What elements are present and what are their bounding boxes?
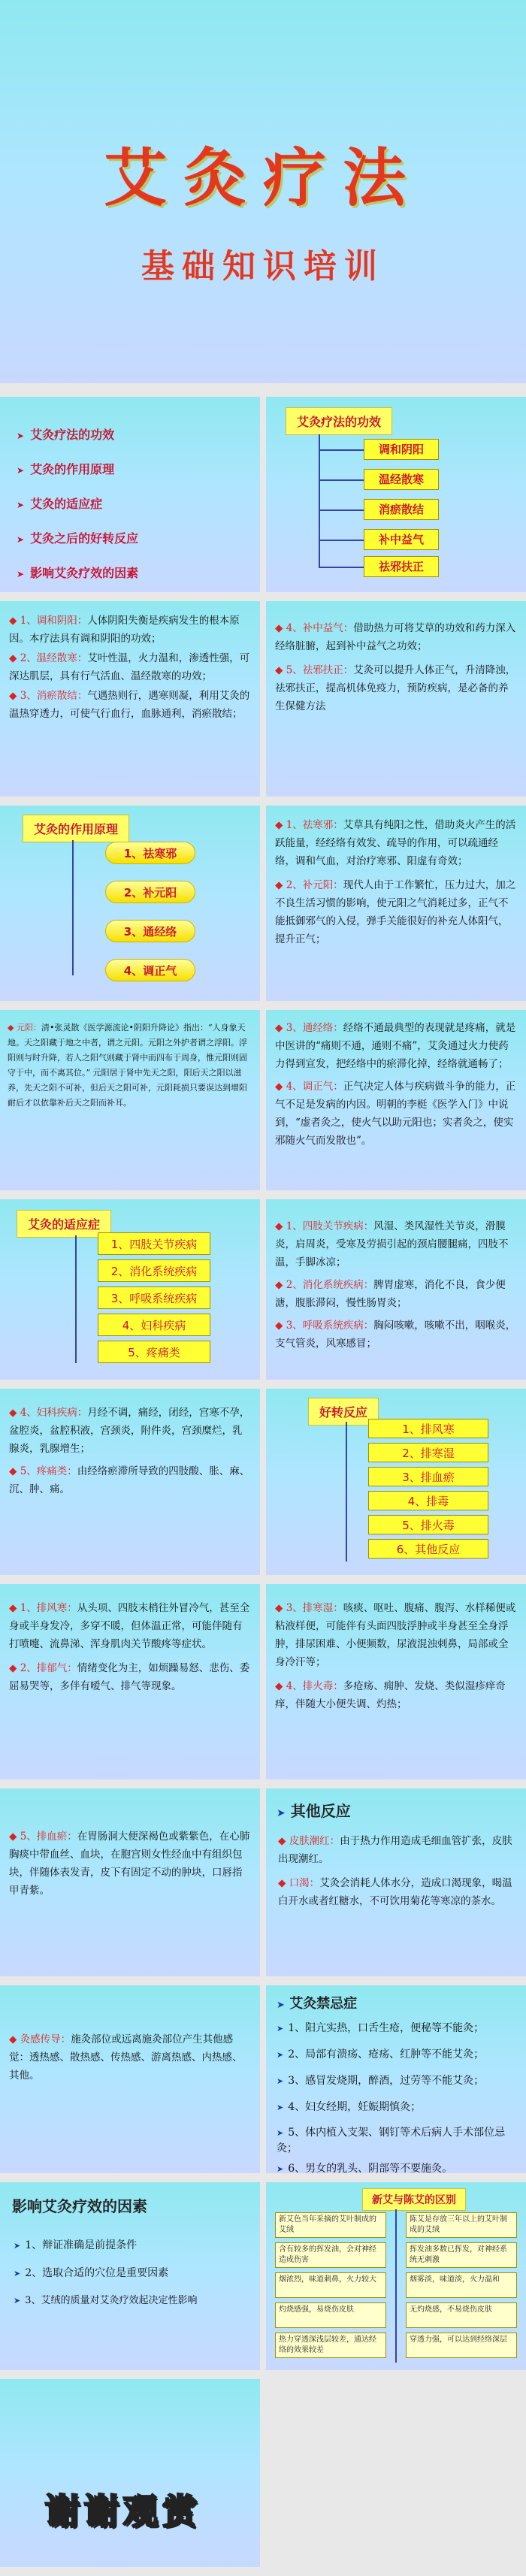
list-item: ➤ 6、男女的乳头、阴部等不要施灸。 (277, 2163, 453, 2173)
thanks-slide (0, 2379, 260, 2567)
effect-paragraph: ◆ 4、补中益气：借助热力可将艾草的功效和药力深入经络脏腑，起到补中益气之功效； (275, 622, 516, 652)
arrow-icon: ➤ (17, 534, 25, 545)
reactions2-text-left (0, 1788, 260, 1976)
arrow-icon: ➤ (17, 500, 25, 510)
comparison-cell-old: 含有较多的挥发油，会对神经造成伤害 (275, 2242, 386, 2268)
list-item: ➤ 5、体内植入支架、钢钉等术后病人手术部位忌灸； (277, 2127, 506, 2154)
factors-slide (0, 2182, 260, 2370)
comparison-cell-aged: 穿透力强，可以达到经络深层 (406, 2333, 517, 2358)
outline-list (17, 418, 138, 591)
sensation-paragraph: ◆ 灸感传导：施灸部位或远离施灸部位产生其他感觉：透热感、散热感、传热感、游离热感、内热感、其他。 (9, 2033, 243, 2082)
list-item: ➤ 1、阳亢实热，口舌生疮，便秘等不能灸； (277, 2022, 485, 2034)
list-item: ➤ 艾灸的作用原理 (17, 462, 115, 476)
effect-box: 补中益气 (364, 529, 439, 550)
principle-diagram-slide (0, 806, 260, 1001)
yuanyang-paragraph: ◆ 元阳：清•张灵散《医学源流论•阴阳升降论》指出：“人身象天地。天之阳藏于地之中者，谓之元阳。元阳之外护者谓之浮阳。浮阳则与时升降，若人之阳气则藏于肾中而四布于周身，惟元阳则固守于中，而不离其位。” 元阳居于肾中先天之阳，阳后天之阳以滋养，先天之阳不可补，但后天之阳可补，元阳耗损只要误达到增阳耐后才以依靠补后天之阳而补耳。 (8, 1023, 247, 1108)
factors-list (14, 2232, 254, 2314)
effect-paragraph: ◆ 3、消瘀散结：气遇热则行，遇寒则凝，利用艾灸的温热穿透力，可使气行血行，血脉通利，消瘀散结； (9, 690, 250, 720)
factors-title: 影响艾灸疗效的因素 (12, 2197, 147, 2215)
reactions-diagram-slide (266, 1389, 526, 1575)
comparison-slide (266, 2182, 526, 2370)
effect-box: 温经散寒 (364, 469, 439, 490)
arrow-icon: ➤ (17, 431, 25, 441)
comparison-cell-old: 烟浓烈，味道刺鼻，火力较大 (275, 2272, 386, 2298)
arrow-icon: ➤ (17, 465, 25, 476)
list-item: ➤ 3、艾绒的质量对艾灸疗效起决定性影响 (14, 2295, 198, 2306)
effect-box: 消瘀散结 (364, 499, 439, 520)
reaction-box: 2、排寒湿 (368, 1443, 488, 1462)
effect-paragraph: ◆ 1、调和阴阳：人体阴阳失衡是疾病发生的根本原因。本疗法具有调和阴阳的功效； (9, 615, 240, 645)
indication-box: 3、呼吸系统疾病 (98, 1286, 210, 1309)
effect-box: 祛邪扶正 (364, 556, 439, 577)
effect-paragraph: ◆ 5、祛邪扶正：艾灸可以提升人体正气，升清降浊，祛邪扶正，提高机体免疫力，预防疾病，是必备的养生保健方法 (275, 664, 516, 712)
principle-pill: 3、通经络 (105, 920, 195, 942)
principle-header: 艾灸的作用原理 (23, 815, 129, 842)
principle-pill: 4、调正气 (105, 959, 195, 981)
indications-diagram-slide (0, 1199, 260, 1380)
other-reactions-title: ➤ 其他反应 (277, 1802, 351, 1820)
comparison-cell-aged: 挥发油多数已挥发，对神经系统无刺激 (406, 2242, 517, 2268)
thanks-text: 谢谢观赏 (45, 2491, 201, 2532)
list-item: ➤ 3、感冒发烧期，醉酒，过劳等不能艾灸； (277, 2075, 485, 2087)
reaction-box: 3、排血瘀 (368, 1467, 488, 1486)
contraindications-title: ➤ 艾灸禁忌症 (277, 1996, 358, 2012)
moxa-sensation-slide (0, 1985, 260, 2173)
reaction-box: 4、排毒 (368, 1491, 488, 1510)
yuanyang-slide (0, 1010, 260, 1190)
outline-slide (0, 397, 260, 592)
list-item: ➤ 艾灸疗法的功效 (17, 428, 115, 442)
arrow-icon: ➤ (17, 569, 25, 579)
reaction-box: 6、其他反应 (368, 1539, 488, 1559)
indications-header: 艾灸的适应症 (17, 1210, 111, 1238)
principle-paragraph: ◆ 1、祛寒邪：艾草具有纯阳之性，借助炎火产生的活跃能量，经经络有效发、疏导的作用，可以疏通经络，调和气血，对治疗寒邪、阳虚有奇效； (275, 819, 516, 867)
comparison-cell-old: 热力穿透深浅层较差，通达经络的效果较差 (275, 2333, 386, 2358)
comparison-cell-aged: 陈艾是存放三年以上的艾叶制成的艾绒 (406, 2212, 517, 2238)
comparison-title: 新艾与陈艾的区别 (362, 2188, 466, 2211)
indications-text-right (266, 1199, 526, 1380)
reaction-paragraph: ◆ 2、排郁气：情绪变化为主，如烦躁易怒、悲伤、委屈易哭等，多伴有嗳气、排气等现象。 (9, 1662, 250, 1692)
reaction-paragraph: ◆ 4、排火毒：多疮疡、痈肿、发烧、类似湿疹痒奇痒，伴随大小便失调、灼热； (275, 1680, 506, 1710)
list-item: ➤ 艾灸的适应症 (17, 497, 103, 511)
reaction-paragraph: ◆ 3、排寒湿：咳痰、呕吐、腹痛、腹泻、水样稀便或粘液样便，可能伴有头面四肢浮肿或半身甚至全身浮肿，排尿困难、小便频数，尿液混浊刺鼻，局部或全身冷汗等； (275, 1602, 516, 1668)
reactions-text-left (0, 1584, 260, 1779)
reaction-paragraph: ◆ 皮肤潮红：由于热力作用造成毛细血管扩张，皮肤出现潮红。 (278, 1835, 512, 1865)
principle-paragraph: ◆ 2、补元阳：现代人由于工作繁忙，压力过大，加之不良生活习惯的影响，使元阳之气消耗过多，正气不能抵御邪气的入侵，弹手关能很好的补充人体阳气，提升正气； (275, 879, 516, 945)
sub-title: 基础知识培训 (141, 247, 385, 286)
reactions-header: 好转反应 (308, 1398, 379, 1426)
reaction-box: 5、排火毒 (368, 1515, 488, 1534)
reaction-paragraph: ◆ 5、排血瘀：在胃肠洞大便深褐色或紫紫色，在心肺胸痰中带血丝、血块，在胞宫则女性经血中有组织包块，伴随体表发青，皮下有固定不动的肿块，口唇指甲青紫。 (9, 1831, 250, 1897)
comparison-cell-old: 新艾色当年采摘的艾叶制成的艾绒 (275, 2212, 386, 2238)
principle2-text-right (266, 1010, 526, 1190)
reaction-paragraph: ◆ 口渴：艾灸会消耗人体水分，造成口渴现象，喝温白开水或者红糖水，不可饮用菊花等寒凉的茶水。 (278, 1877, 512, 1907)
title-slide (0, 0, 526, 383)
indication-paragraph: ◆ 3、呼吸系统疾病：胸闷咳嗽，咳嗽不出，咽喉炎，支气管炎，风寒感冒； (275, 1320, 516, 1350)
effects-diagram-slide (266, 397, 526, 592)
indication-paragraph: ◆ 1、四肢关节疾病：风湿、类风湿性关节炎，滑膜炎，肩周炎，受寒及劳损引起的颈肩腰腿痛，四肢不温，手脚冰凉； (275, 1220, 509, 1268)
effect-box: 调和阴阳 (364, 439, 439, 460)
principle-paragraph: ◆ 4、调正气：正气决定人体与疾病做斗争的能力，正气不足是发病的内因。明朝的李梃《医学入门》中说到，“虚者灸之，使火气以助元阳也；实者灸之，使实邪随火气而发散也”。 (275, 1081, 516, 1147)
principle-paragraph: ◆ 3、通经络：经络不通最典型的表现就是疼痛，就是中医讲的“痛则不通，通则不痛”，艾灸通过火力使药力得到宣发，把经络中的瘀滞化掉，经络就通畅了； (275, 1022, 516, 1070)
indications2-text-left (0, 1389, 260, 1575)
reactions-text-right (266, 1584, 526, 1779)
indication-paragraph: ◆ 5、疼痛类：由经络瘀滞所导致的四肢酸、胀、麻、沉、肿、痛。 (9, 1465, 250, 1495)
indication-paragraph: ◆ 4、妇科疾病：月经不调，痛经，闭经，宫寒不孕，盆腔炎，盆腔积液，宫颈炎，附件炎，宫颈糜烂，乳腺炎，乳腺增生； (9, 1407, 250, 1455)
indication-paragraph: ◆ 2、消化系统疾病：脾胃虚寒，消化不良，食少便溏，腹胀滞闷，慢性肠胃炎； (275, 1279, 506, 1309)
effects-header: 艾灸疗法的功效 (286, 407, 392, 435)
list-item: ➤ 影响艾灸疗效的因素 (17, 566, 139, 580)
principle-text-right (266, 806, 526, 1001)
list-item: ➤ 艾灸之后的好转反应 (17, 531, 139, 546)
effect-paragraph: ◆ 2、温经散寒：艾叶性温，火力温和，渗透性强，可深达肌层，具有行气活血、温经散寒的功效； (9, 652, 250, 682)
indication-box: 2、消化系统疾病 (98, 1259, 210, 1282)
indication-box: 4、妇科疾病 (98, 1314, 210, 1336)
contraindications-slide (266, 1985, 526, 2173)
main-title: 艾灸疗法 (103, 141, 422, 215)
list-item: ➤ 1、辩证准确是前提条件 (14, 2239, 138, 2251)
indication-box: 5、疼痛类 (98, 1341, 210, 1363)
reaction-paragraph: ◆ 1、排风寒：从头项、四肢末梢往外冒冷气，甚至全身或半身发冷，多穿不暖，但体温正常，可能伴随有打喷嚏、流鼻涕、浑身肌肉关节酸疼等症状。 (9, 1602, 250, 1650)
list-item: ➤ 2、选取合适的穴位是重要因素 (14, 2267, 169, 2279)
reaction-box: 1、排风寒 (368, 1419, 488, 1438)
comparison-cell-aged: 烟雾淡，味道淡，火力温和 (406, 2272, 517, 2298)
comparison-cell-aged: 无灼烧感，不易烧伤皮肤 (406, 2302, 517, 2328)
comparison-cell-old: 灼烧感强，易烧伤皮肤 (275, 2302, 386, 2328)
list-item: ➤ 4、妇女经期，妊娠期慎灸； (277, 2101, 422, 2113)
contraindications-list (277, 2015, 520, 2173)
principle-pill: 2、补元阳 (105, 881, 195, 903)
principle-pill: 1、祛寒邪 (105, 842, 195, 864)
list-item: ➤ 2、局部有溃疡、疮疡、红肿等不能艾灸； (277, 2048, 485, 2060)
other-reactions-slide (266, 1788, 526, 1976)
effects-text-right (266, 601, 526, 797)
indication-box: 1、四肢关节疾病 (98, 1232, 210, 1255)
effects-text-left (0, 601, 260, 797)
